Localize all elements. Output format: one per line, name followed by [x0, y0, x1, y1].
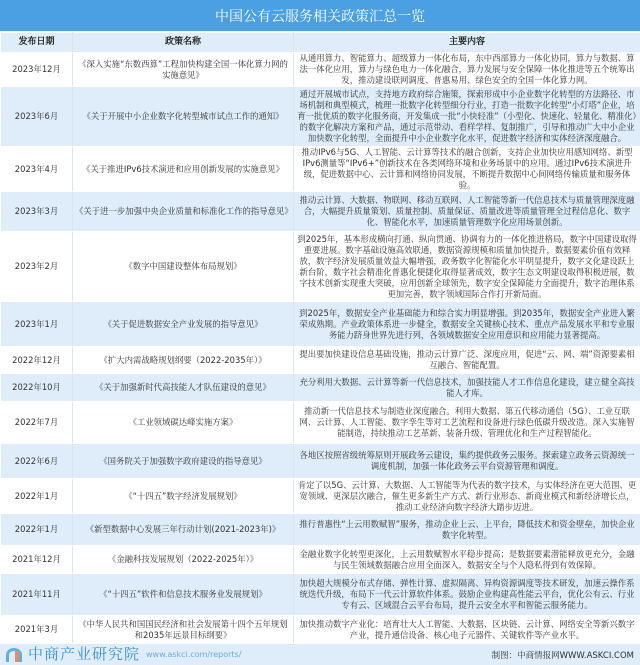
content-cell: 通过开展城市试点，支持地方政府综合施策，探索形成中小企业数字化转型的方法路径、市场机制和典型模式，梳理一批数字化转型细分行业，打造一批数字化转型“小灯塔”企业，培育一批优质的数字化服务商，开发集成一批“小快轻准”（小型化、快速化、轻量化、精准化）的数字化解决方案和产品，通过示范带动、看样学样、复制推广，引导和推动广大中小企业加快数字化转型，全面提升中小企业数字化水平，促进数字经济和实体经济深度融合。: [294, 87, 640, 147]
footer-bar: [0, 644, 640, 665]
table-row: [1, 444, 640, 479]
policy-name-cell: 《金融科技发展规划（2022-2025年）》: [73, 546, 294, 574]
column-header-content: 主要内容: [294, 33, 640, 53]
date-cell: 2021年11月: [1, 574, 73, 616]
policy-name-cell: 《关于开展中小企业数字化转型城市试点工作的通知》: [73, 87, 294, 147]
policy-table: [0, 32, 640, 644]
policy-name-cell: 《关于加强新时代高技能人才队伍建设的意见》: [73, 374, 294, 402]
policy-name-cell: 《“十四五”软件和信息技术服务业发展规划》: [73, 574, 294, 616]
date-cell: 2023年12月: [1, 53, 73, 87]
table-row: [1, 147, 640, 192]
date-cell: 2021年3月: [1, 616, 73, 644]
table-row: [1, 374, 640, 402]
policy-name-cell: 《“十四五”数字经济发展规划》: [73, 479, 294, 514]
date-cell: 2022年7月: [1, 402, 73, 444]
policy-name-cell: 《关于促进数据安全产业发展的指导意见》: [73, 302, 294, 347]
policy-name-cell: 《新型数据中心发展三年行动计划(2021-2023年)》: [73, 514, 294, 546]
content-cell: 从通用算力、智能算力、超级算力一体化布局，东中西部算力一体化协同，算力与数据、算法一体化应用，算力与绿色电力一体化融合，算力发展与安全保障一体化推进等五个统筹出发，推动建设联网调度、普惠易用、绿色安全的全国一体化算力网。: [294, 53, 640, 87]
date-cell: 2023年2月: [1, 232, 73, 302]
page-title: 中国公有云服务相关政策汇总一览: [0, 0, 640, 32]
table-row: [1, 192, 640, 232]
policy-name-cell: 《扩大内需战略规划纲要（2022-2035年）》: [73, 347, 294, 374]
date-cell: 2022年10月: [1, 374, 73, 402]
watermark-url: www.askci.com/reports/: [146, 650, 241, 660]
table-row: [1, 574, 640, 616]
column-header-date: 发布日期: [1, 33, 73, 53]
date-cell: 2023年6月: [1, 87, 73, 147]
table-row: [1, 402, 640, 444]
policy-name-cell: 《工业领域碳达峰实施方案》: [73, 402, 294, 444]
table-row: [1, 302, 640, 347]
source-footer: 制图：中商情报网WWW.ASKCI.COM: [492, 649, 634, 661]
policy-name-cell: 《中华人民共和国国民经济和社会发展第十四个五年规划和2035年远景目标纲要》: [73, 616, 294, 644]
date-cell: 2023年3月: [1, 192, 73, 232]
content-cell: 提出要加快建设信息基础设施，推动云计算广泛、深度应用，促进“云、网、端”资源要素相互融合、智能配置。: [294, 347, 640, 374]
content-cell: 加快超大规模分布式存储、弹性计算、虚拟隔离、异构资源调度等技术研发，加速云操作系统迭代升级，布局下一代云计算软件体系。鼓励企业构建高性能云平台，优化公有云、行业专有云、区域混合云平台布局，提升云安全水平和智能云服务能力。: [294, 574, 640, 616]
date-cell: 2022年6月: [1, 444, 73, 479]
date-cell: 2023年1月: [1, 302, 73, 347]
column-header-name: 政策名称: [73, 33, 294, 53]
watermark: [6, 646, 241, 663]
table-row: [1, 232, 640, 302]
date-cell: 2021年12月: [1, 546, 73, 574]
table-row: [1, 616, 640, 644]
content-cell: 推动IPv6与5G、人工智能、云计算等技术的融合创新，支持企业加快应用感知网络、新型IPv6测量等“IPv6+”创新技术在各类网络环境和业务场景中的应用。通过IPv6技术演进升级，促进数据中心、云计算和网络协同发展，不断提升数据中心间网络传输质量和服务体验。: [294, 147, 640, 192]
table-row: [1, 546, 640, 574]
content-cell: 各地区按照省级统筹原则开展政务云建设，集约提供政务云服务。探索建立政务云资源统一调度机制，加强一体化政务云平台资源管理和调度。: [294, 444, 640, 479]
content-cell: 推动新一代信息技术与制造业深度融合。利用大数据、第五代移动通信（5G）、工业互联网、云计算、人工智能、数字孪生等对工艺流程和设备进行绿色低碳升级改造。深入实施智能制造，持续推动工艺革新、装备升级、管理优化和生产过程智能化。: [294, 402, 640, 444]
content-cell: 到2025年，数据安全产业基础能力和综合实力明显增强。到2035年，数据安全产业进入繁荣成熟期。产业政策体系进一步健全，数据安全关键核心技术、重点产品发展水平和专业服务能力跻身世界先进行列，各领域数据安全应用意识和应用能力显著提高。: [294, 302, 640, 347]
table-row: [1, 479, 640, 514]
table-row: [1, 53, 640, 87]
content-cell: 加快推动数字产业化：培育壮大人工智能、大数据、区块链、云计算、网络安全等新兴数字产业，提升通信设备、核心电子元器件、关键软件等产业水平。: [294, 616, 640, 644]
watermark-logo-icon: [6, 648, 22, 662]
date-cell: 2022年1月: [1, 514, 73, 546]
date-cell: 2022年1月: [1, 479, 73, 514]
content-cell: 到2025年，基本形成横向打通、纵向贯通、协调有力的一体化推进格局，数字中国建设取得重要进展。数字基础设施高效联通，数据资源规模和质量加快提升，数据要素价值有效释放，数字经济发展质量效益大幅增强，政务数字化智能化水平明显提升，数字文化建设跃上新台阶，数字社会精准化普惠化便捷化取得显著成效，数字生态文明建设取得积极进展，数字技术创新实现重大突破，应用创新全球领先，数字安全保障能力全面提升，数字治理体系更加完善，数字领域国际合作打开新局面。: [294, 232, 640, 302]
date-cell: 2023年4月: [1, 147, 73, 192]
date-cell: 2022年12月: [1, 347, 73, 374]
table-row: [1, 514, 640, 546]
policy-name-cell: 《国务院关于加强数字政府建设的指导意见》: [73, 444, 294, 479]
table-row: [1, 87, 640, 147]
content-cell: 充分利用大数据、云计算等新一代信息技术，加强技能人才工作信息化建设，建立健全高技能人才库。: [294, 374, 640, 402]
policy-name-cell: 《关于推进IPv6技术演进和应用创新发展的实施意见》: [73, 147, 294, 192]
content-cell: 推行普惠性“上云用数赋智”服务，推动企业上云、上平台，降低技术和资金壁垒，加快企业数字化转型。: [294, 514, 640, 546]
table-header: [1, 33, 640, 53]
watermark-logo-text: 中商产业研究院: [28, 646, 140, 663]
policy-name-cell: 《深入实施“东数西算”工程加快构建全国一体化算力网的实施意见》: [73, 53, 294, 87]
table-row: [1, 347, 640, 374]
policy-name-cell: 《关于进一步加强中央企业质量和标准化工作的指导意见》: [73, 192, 294, 232]
content-cell: 推动云计算、大数据、物联网、移动互联网、人工智能等新一代信息技术与质量管理深度融合，大幅提升质量策划、质量控制、质量保证、质量改进等质量管理全过程信息化、数字化、智能化水平，加速质量管理数字化应用场景创新。: [294, 192, 640, 232]
policy-name-cell: 《数字中国建设整体布局规划》: [73, 232, 294, 302]
content-cell: 金融业数字化转型更深化，上云用数赋智水平稳步提高；是数据要素潜能释放更充分，金融与民生领域数据融合应用全面深入，数据安全与个人隐私得到有效保障。: [294, 546, 640, 574]
content-cell: 肯定了以5G、云计算、大数据、人工智能等为代表的数字技术，与实体经济在更大范围、更宽领域、更深层次融合，催生更多新生产方式、新行业形态、新商业模式和新经济增长点，推动工业经济向数字经济大踏步迈进。: [294, 479, 640, 514]
